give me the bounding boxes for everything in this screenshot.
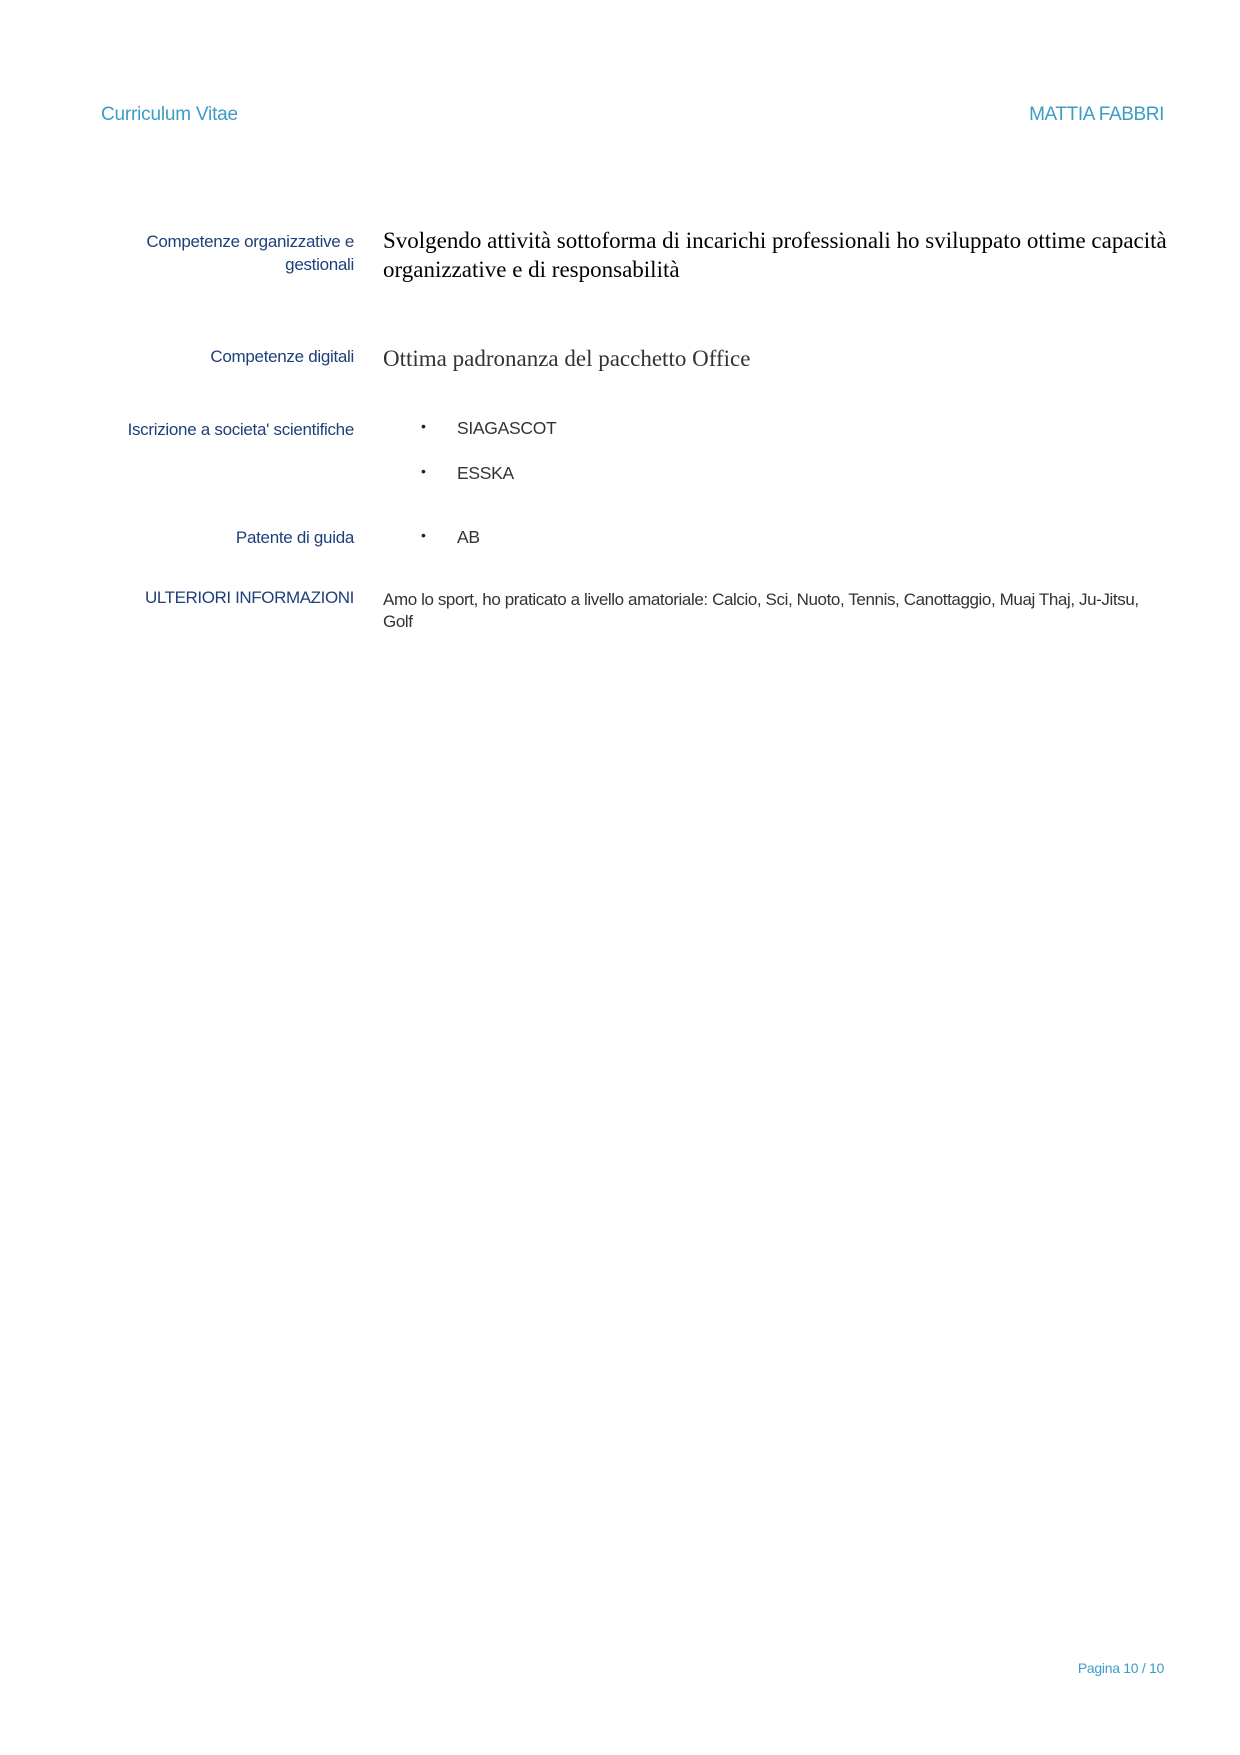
bullet-icon: •: [421, 527, 426, 543]
section-label-line: gestionali: [285, 255, 354, 274]
section-text-ulteriori: Amo lo sport, ho praticato a livello amatoriale: Calcio, Sci, Nuoto, Tennis, Canottaggio, Muaj Thaj, Ju-Jitsu, Golf: [383, 590, 1139, 631]
list-item-text: AB: [457, 527, 480, 547]
section-label-patente: Patente di guida: [235, 528, 354, 547]
list-item: [383, 418, 1173, 463]
header-doc-title: Curriculum Vitae: [101, 104, 238, 125]
list-item: [383, 527, 1173, 548]
list-item-text: SIAGASCOT: [457, 418, 557, 438]
section-label-societa: Iscrizione a societa' scientifiche: [127, 420, 354, 439]
section-text-digitali: Ottima padronanza del pacchetto Office: [383, 346, 751, 371]
section-label-organizzative: [94, 230, 354, 276]
page-number: Pagina 10 / 10: [1077, 1660, 1164, 1676]
bullet-icon: •: [421, 418, 426, 434]
patente-list: [383, 527, 1173, 548]
section-text-organizzative: Svolgendo attività sottoforma di incarichi professionali ho sviluppato ottime capacità organizzative e di responsabilità: [383, 228, 1167, 282]
list-item: [383, 463, 1173, 484]
list-item-text: ESSKA: [457, 463, 514, 483]
section-label-line: Competenze organizzative e: [146, 232, 354, 251]
header-candidate-name: MATTIA FABBRI: [1029, 104, 1164, 125]
societa-list: [383, 418, 1173, 484]
section-label-digitali: Competenze digitali: [210, 347, 354, 366]
bullet-icon: •: [421, 463, 426, 479]
section-label-ulteriori: ULTERIORI INFORMAZIONI: [144, 588, 354, 607]
